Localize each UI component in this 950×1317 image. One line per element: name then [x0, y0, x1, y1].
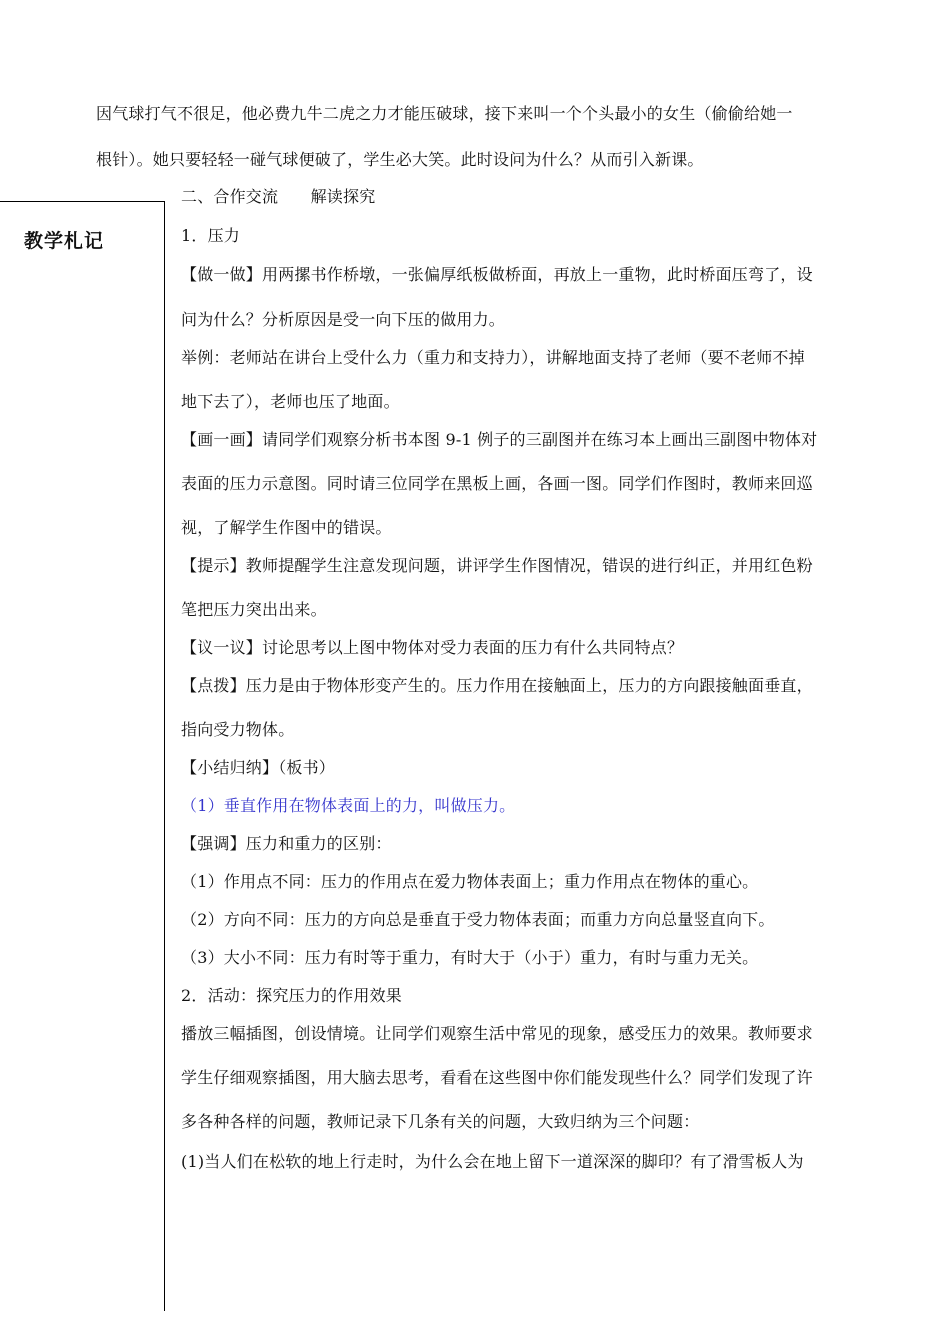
draw-it-line-1: 【画一画】请同学们观察分析书本图 9-1 例子的三副图并在练习本上画出三副图中物体对: [181, 430, 818, 449]
point-line-2: 指向受力物体。: [181, 720, 295, 739]
margin-top-rule: [0, 201, 164, 202]
difference-1: （1）作用点不同：压力的作用点在爱力物体表面上；重力作用点在物体的重心。: [181, 872, 759, 891]
emphasis-title: 【强调】压力和重力的区别：: [181, 834, 392, 853]
activity-line-2: 学生仔细观察插图，用大脑去思考，看看在这些图中你们能发现些什么？同学们发现了许: [181, 1068, 813, 1087]
summary-definition: （1）垂直作用在物体表面上的力，叫做压力。: [181, 796, 516, 815]
do-it-line-2: 问为什么？分析原因是受一向下压的做用力。: [181, 310, 506, 329]
discuss-line-1: 【议一议】讨论思考以上图中物体对受力表面的压力有什么共同特点？: [181, 638, 684, 657]
hint-line-2: 笔把压力突出出来。: [181, 600, 327, 619]
point-line-1: 【点拨】压力是由于物体形变产生的。压力作用在接触面上，压力的方向跟接触面垂直，: [181, 676, 813, 695]
intro-line-2: 根针）。她只要轻轻一碰气球便破了，学生必大笑。此时设问为什么？从而引入新课。: [96, 150, 704, 169]
margin-vertical-rule: [164, 201, 165, 1311]
question-1-line-1: (1)当人们在松软的地上行走时，为什么会在地上留下一道深深的脚印？有了滑雪板人为: [181, 1152, 804, 1171]
example-line-1: 举例：老师站在讲台上受什么力（重力和支持力），讲解地面支持了老师（要不老师不掉: [181, 348, 805, 367]
difference-3: （3）大小不同：压力有时等于重力，有时大于（小于）重力，有时与重力无关。: [181, 948, 759, 967]
do-it-line-1: 【做一做】用两摞书作桥墩，一张偏厚纸板做桥面，再放上一重物，此时桥面压弯了，设: [181, 265, 813, 284]
subsection-2-title: 2．活动：探究压力的作用效果: [181, 986, 402, 1005]
summary-title: 【小结归纳】（板书）: [181, 758, 336, 777]
activity-line-3: 多各种各样的问题，教师记录下几条有关的问题，大致归纳为三个问题：: [181, 1112, 700, 1131]
difference-2: （2）方向不同：压力的方向总是垂直于受力物体表面；而重力方向总量竖直向下。: [181, 910, 775, 929]
teaching-notes-label: 教学札记: [24, 230, 105, 252]
section-2-title: 二、合作交流 解读探究: [181, 187, 376, 206]
draw-it-line-3: 视，了解学生作图中的错误。: [181, 518, 392, 537]
draw-it-line-2: 表面的压力示意图。同时请三位同学在黑板上画，各画一图。同学们作图时，教师来回巡: [181, 474, 813, 493]
activity-line-1: 播放三幅插图，创设情境。让同学们观察生活中常见的现象，感受压力的效果。教师要求: [181, 1024, 813, 1043]
intro-line-1: 因气球打气不很足，他必费九牛二虎之力才能压破球，接下来叫一个个头最小的女生（偷偷给她一: [96, 104, 793, 123]
example-line-2: 地下去了），老师也压了地面。: [181, 392, 400, 411]
subsection-1-title: 1．压力: [181, 226, 240, 245]
hint-line-1: 【提示】教师提醒学生注意发现问题，讲评学生作图情况，错误的进行纠正，并用红色粉: [181, 556, 813, 575]
